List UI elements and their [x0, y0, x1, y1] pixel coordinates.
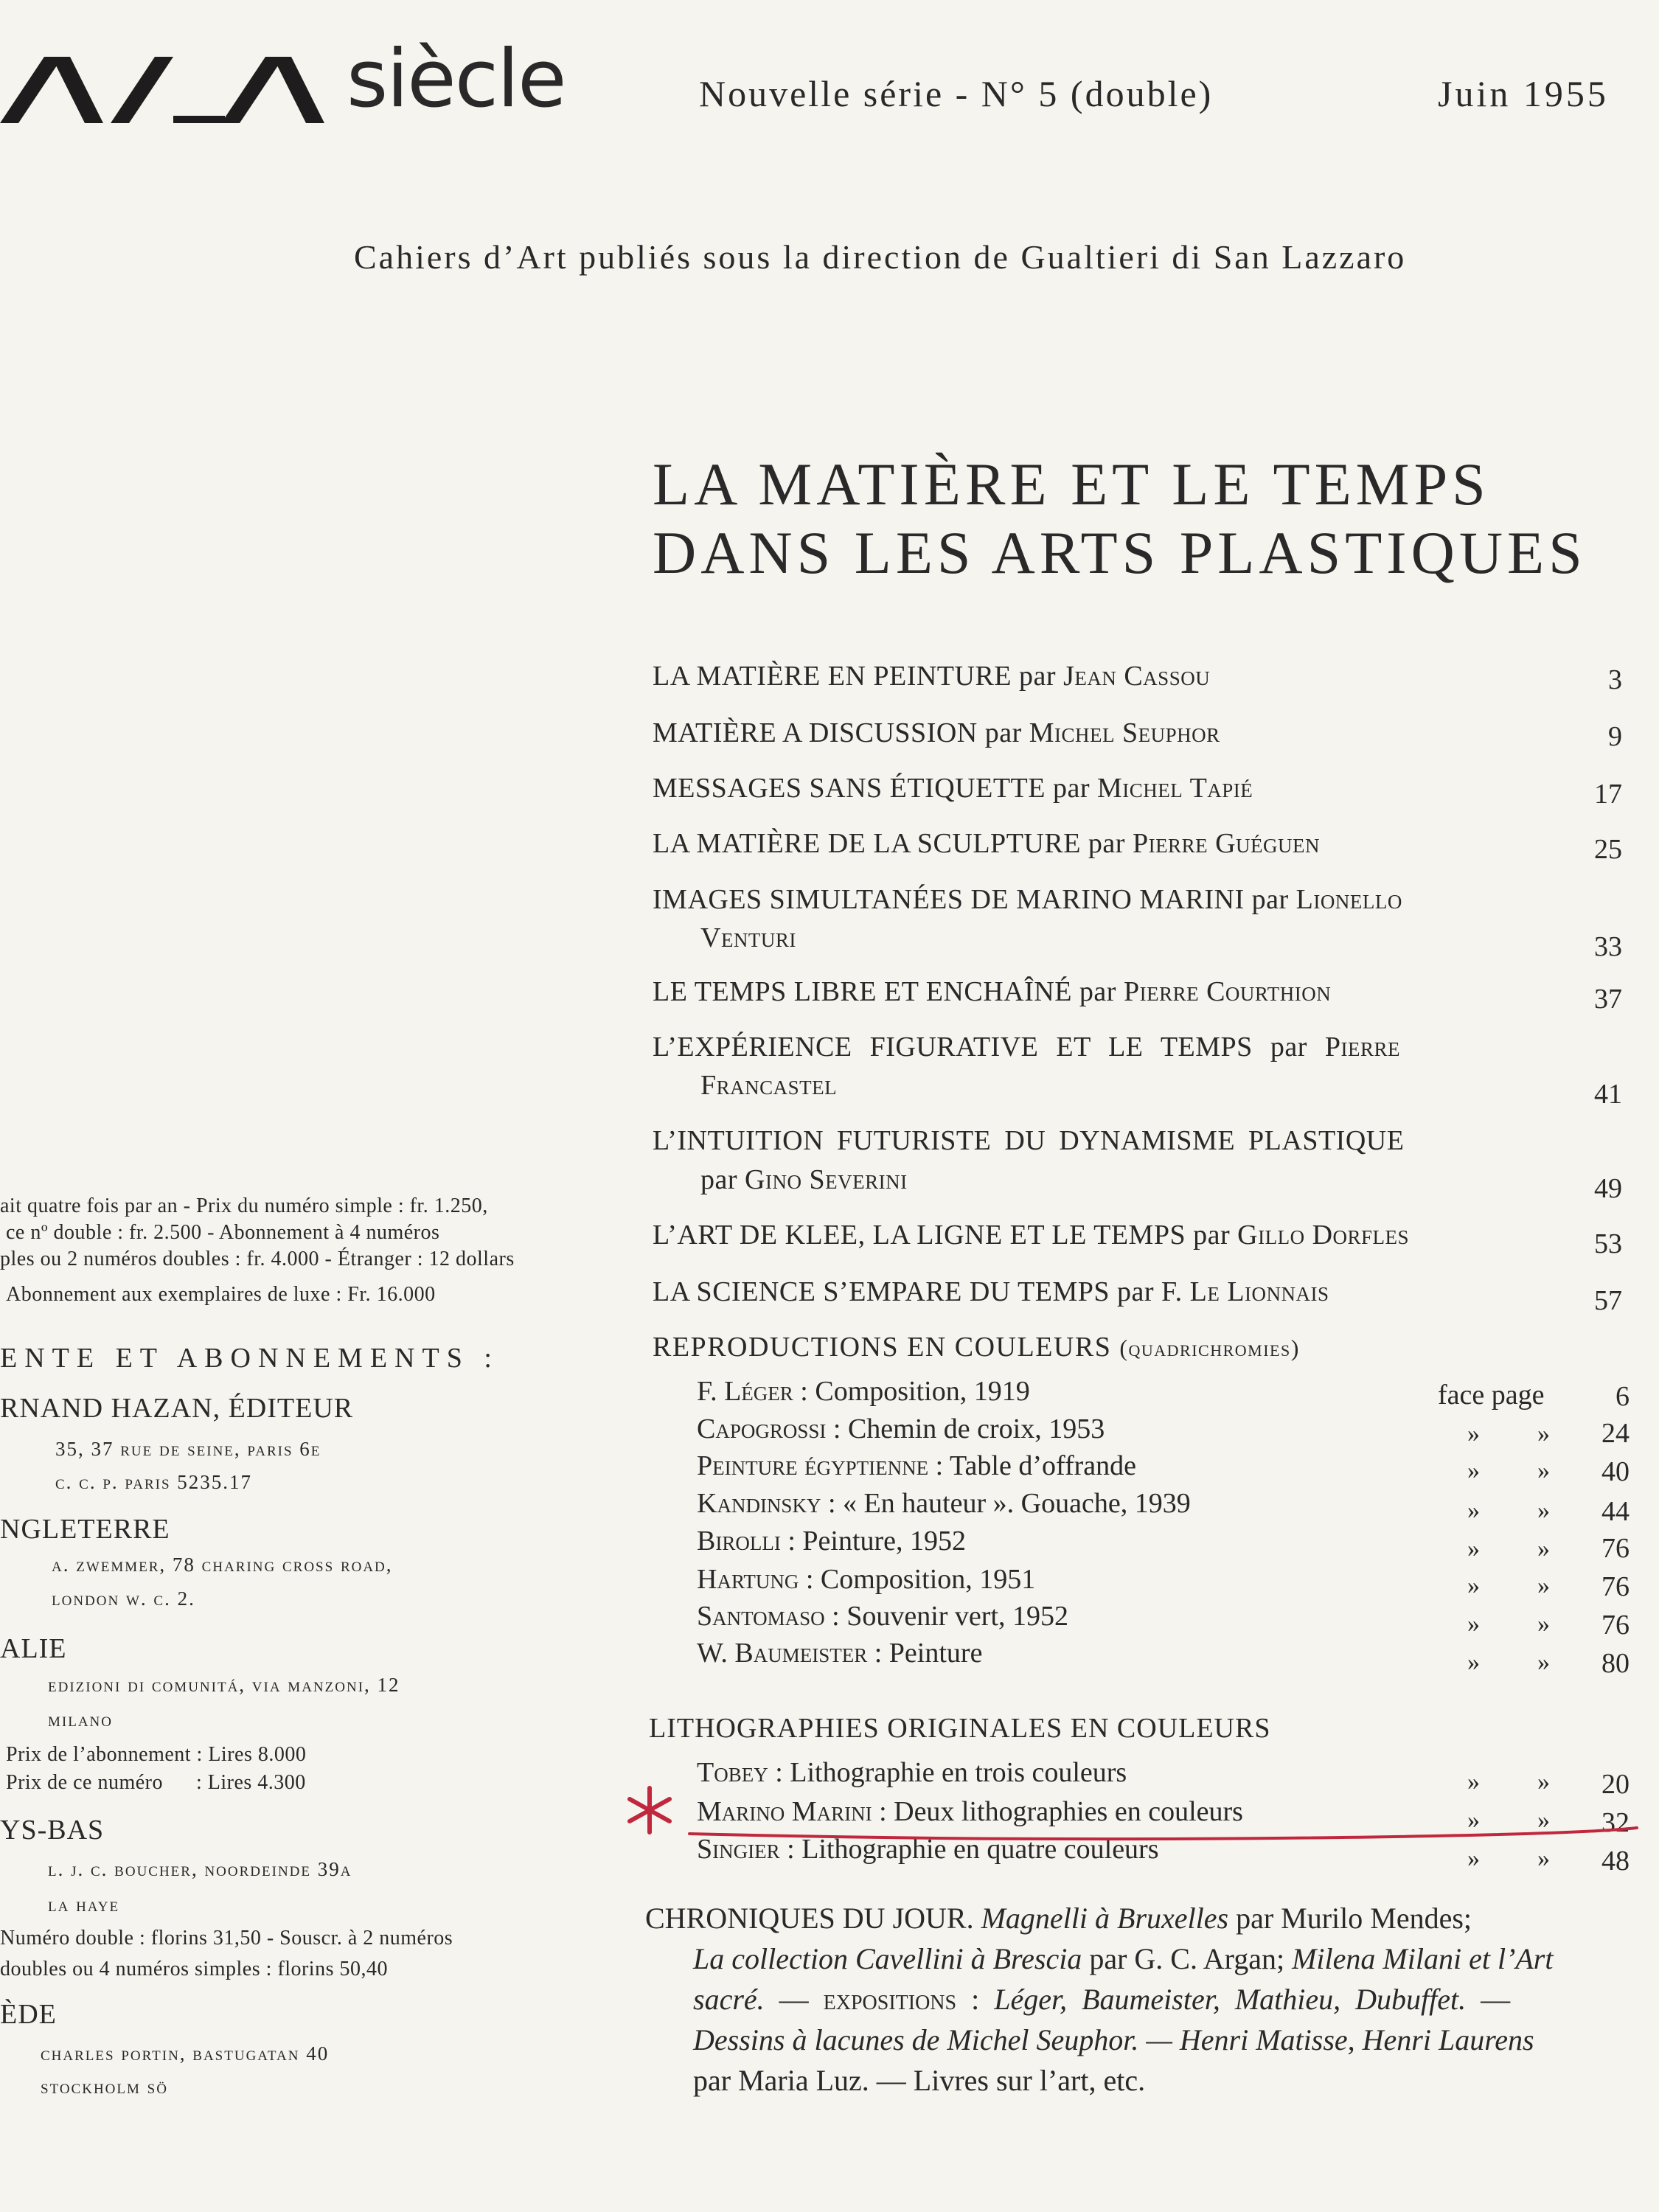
toc-entry: [653, 660, 1210, 692]
lithography-item: Singier : Lithographie en quatre couleurs: [697, 1834, 1159, 1865]
publication-direction: Cahiers d’Art publiés sous la direction de Gualtieri di San Lazzaro: [354, 238, 1407, 276]
reproduction-page: 76: [1601, 1533, 1630, 1564]
reproductions-heading: [653, 1331, 1300, 1363]
country-heading: YS-BAS: [0, 1815, 105, 1846]
masthead-logo: [0, 53, 339, 127]
toc-entry: [653, 827, 1320, 860]
chroniques-line: Dessins à lacunes de Michel Seuphor. — Henri Matisse, Henri Laurens: [693, 2023, 1534, 2056]
toc-entry-continued: [700, 1164, 908, 1196]
ditto-page: »: [1537, 1845, 1550, 1872]
reproduction-item: Peinture égyptienne : Table d’offrande: [697, 1450, 1136, 1481]
reproduction-item: Kandinsky : « En hauteur ». Gouache, 1939: [697, 1488, 1191, 1519]
ditto-page: »: [1537, 1806, 1550, 1834]
reproduction-item: F. Léger : Composition, 1919: [697, 1376, 1030, 1407]
toc-author: Michel Tapié: [1097, 773, 1253, 804]
toc-entry: [653, 1219, 1409, 1251]
toc-entry: L’INTUITION FUTURISTE DU DYNAMISME PLASTIQUE: [653, 1125, 1405, 1156]
issue-title-line2: DANS LES ARTS PLASTIQUES: [653, 519, 1587, 586]
address-line: charles portin, bastugatan 40: [41, 2042, 330, 2065]
toc-entry: [653, 717, 1220, 749]
ditto-face: »: [1467, 1497, 1480, 1524]
subscription-info: ait quatre fois par an - Prix du numéro simple : fr. 1.250,: [0, 1194, 488, 1217]
toc-author-continued: Venturi: [700, 922, 796, 953]
reproduction-page: 40: [1601, 1456, 1630, 1487]
ditto-face: »: [1467, 1649, 1480, 1676]
toc-title: L’ART DE KLEE, LA LIGNE ET LE TEMPS: [653, 1220, 1186, 1251]
reproduction-page: 76: [1601, 1610, 1630, 1641]
toc-title: MESSAGES SANS ÉTIQUETTE: [653, 773, 1046, 804]
toc-page: 25: [1594, 834, 1622, 865]
price-line: doubles ou 4 numéros simples : florins 50,40: [0, 1958, 388, 1980]
reproduction-item: Capogrossi : Chemin de croix, 1953: [697, 1413, 1105, 1444]
toc-author: Pierre: [1324, 1032, 1400, 1062]
address-line: stockholm sö: [41, 2076, 168, 2098]
address-line: c. c. p. paris 5235.17: [55, 1471, 253, 1493]
sales-heading: ENTE ET ABONNEMENTS :: [0, 1343, 499, 1374]
ditto-page: »: [1537, 1768, 1550, 1795]
ditto-face: »: [1467, 1845, 1480, 1872]
toc-by: par: [1079, 976, 1116, 1007]
ditto-face: »: [1467, 1457, 1480, 1484]
issue-title-line1: LA MATIÈRE ET LE TEMPS: [653, 451, 1490, 518]
country-heading: NGLETERRE: [0, 1514, 170, 1545]
toc-page: 41: [1594, 1079, 1622, 1110]
toc-entry: [653, 883, 1402, 916]
reproduction-page: 76: [1601, 1571, 1630, 1602]
price-line: Prix de l’abonnement : Lires 8.000: [6, 1743, 307, 1766]
toc-author: Lionello: [1295, 884, 1402, 915]
reproduction-page: 6: [1615, 1381, 1630, 1412]
toc-page: 17: [1594, 779, 1622, 810]
chroniques-line: CHRONIQUES DU JOUR. Magnelli à Bruxelles par Murilo Mendes;: [645, 1902, 1472, 1935]
ditto-page: »: [1537, 1535, 1550, 1562]
toc-by: par: [1052, 773, 1090, 804]
toc-page: 3: [1608, 664, 1622, 695]
reproduction-page: 80: [1601, 1648, 1630, 1679]
toc-by: par: [1019, 661, 1057, 692]
lithography-page: 32: [1601, 1807, 1630, 1838]
price-line: Prix de ce numéro : Lires 4.300: [6, 1771, 306, 1794]
country-heading: ÈDE: [0, 1999, 57, 2030]
address-line: milano: [48, 1708, 113, 1731]
toc-by: par: [984, 717, 1022, 748]
ditto-face: »: [1467, 1572, 1480, 1599]
reproduction-item: W. Baumeister : Peinture: [697, 1638, 983, 1669]
address-line: 35, 37 rue de seine, paris 6e: [55, 1438, 321, 1460]
toc-by: par: [1193, 1220, 1231, 1251]
lithography-page: 48: [1601, 1846, 1630, 1877]
address-line: london w. c. 2.: [52, 1587, 195, 1610]
toc-author: Michel Seuphor: [1029, 717, 1220, 748]
chroniques-line: sacré. — expositions : Léger, Baumeister, Mathieu, Dubuffet. —: [693, 1983, 1511, 2016]
toc-page: 37: [1594, 984, 1622, 1015]
toc-title: LA MATIÈRE DE LA SCULPTURE: [653, 828, 1081, 859]
lithography-item: Marino Marini : Deux lithographies en couleurs: [697, 1796, 1243, 1827]
ditto-face: »: [1467, 1806, 1480, 1834]
subscription-info: ples ou 2 numéros doubles : fr. 4.000 - Étranger : 12 dollars: [0, 1248, 515, 1270]
toc-page: 53: [1594, 1228, 1622, 1259]
toc-by: par: [1117, 1276, 1155, 1307]
ditto-page: »: [1537, 1572, 1550, 1599]
ditto-face: »: [1467, 1768, 1480, 1795]
chroniques-line: par Maria Luz. — Livres sur l’art, etc.: [693, 2064, 1146, 2097]
ditto-page: »: [1537, 1649, 1550, 1676]
ditto-face: »: [1467, 1420, 1480, 1447]
issue-series: Nouvelle série - N° 5 (double): [699, 73, 1214, 114]
toc-entry: [653, 1276, 1329, 1308]
reproduction-page: 24: [1601, 1418, 1630, 1449]
reproduction-item: Birolli : Peinture, 1952: [697, 1526, 967, 1557]
toc-by: par: [700, 1164, 738, 1195]
toc-page: 9: [1608, 721, 1622, 752]
ditto-page: »: [1537, 1457, 1550, 1484]
ditto-page: »: [1537, 1420, 1550, 1447]
address-line: l. j. c. boucher, noordeinde 39a: [48, 1858, 352, 1880]
lithography-page: 20: [1601, 1769, 1630, 1800]
toc-title: IMAGES SIMULTANÉES DE MARINO MARINI: [653, 884, 1245, 915]
toc-author: Gillo Dorfles: [1237, 1220, 1410, 1251]
subscription-info: ce nº double : fr. 2.500 - Abonnement à 4 numéros: [6, 1221, 440, 1244]
ditto-face: »: [1467, 1535, 1480, 1562]
reproductions-heading-text: REPRODUCTIONS EN COULEURS: [653, 1332, 1112, 1363]
address-line: la haye: [48, 1893, 120, 1916]
toc-entry: [653, 975, 1331, 1008]
toc-title: LE TEMPS LIBRE ET ENCHAÎNÉ: [653, 976, 1072, 1007]
reproduction-item: Hartung : Composition, 1951: [697, 1564, 1036, 1595]
toc-page: 33: [1594, 931, 1622, 962]
toc-title: L’EXPÉRIENCE FIGURATIVE ET LE TEMPS: [653, 1032, 1253, 1062]
chroniques-line: La collection Cavellini à Brescia par G. C. Argan; Milena Milani et l’Art: [693, 1942, 1554, 1975]
toc-entry: [653, 1031, 1400, 1063]
toc-page: 57: [1594, 1285, 1622, 1316]
ditto-face: »: [1467, 1610, 1480, 1638]
toc-author-continued: Francastel: [700, 1070, 838, 1101]
address-line: edizioni di comunitá, via manzoni, 12: [48, 1674, 400, 1696]
toc-title: LA MATIÈRE EN PEINTURE: [653, 661, 1012, 692]
masthead-siecle: siècle: [347, 33, 566, 125]
issue-date: Juin 1955: [1438, 73, 1609, 114]
publisher-name: RNAND HAZAN, ÉDITEUR: [0, 1393, 354, 1424]
reproduction-page: 44: [1601, 1496, 1630, 1527]
toc-title: LA SCIENCE S’EMPARE DU TEMPS: [653, 1276, 1110, 1307]
address-line: a. zwemmer, 78 charing cross road,: [52, 1554, 393, 1576]
toc-author: F. Le Lionnais: [1161, 1276, 1329, 1307]
toc-author: Gino Severini: [745, 1164, 908, 1195]
lithography-item: Tobey : Lithographie en trois couleurs: [697, 1757, 1127, 1788]
toc-author: Pierre Courthion: [1123, 976, 1332, 1007]
face-page-label: face page: [1438, 1380, 1545, 1411]
ditto-page: »: [1537, 1610, 1550, 1638]
underline-annotation: [686, 1825, 1644, 1847]
price-line: Numéro double : florins 31,50 - Souscr. à 2 numéros: [0, 1927, 453, 1950]
lithographies-heading: LITHOGRAPHIES ORIGINALES EN COULEURS: [649, 1713, 1271, 1744]
toc-author: Pierre Guéguen: [1132, 828, 1320, 859]
toc-title: MATIÈRE A DISCUSSION: [653, 717, 978, 748]
country-heading: ALIE: [0, 1633, 67, 1664]
ditto-page: »: [1537, 1497, 1550, 1524]
asterisk-annotation-icon: [624, 1784, 675, 1836]
reproduction-item: Santomaso : Souvenir vert, 1952: [697, 1601, 1069, 1632]
toc-entry: [653, 772, 1253, 804]
toc-by: par: [1251, 884, 1289, 915]
toc-author: Jean Cassou: [1063, 661, 1211, 692]
toc-by: par: [1270, 1032, 1307, 1062]
toc-page: 49: [1594, 1173, 1622, 1204]
toc-by: par: [1088, 828, 1125, 859]
reproductions-heading-note: (quadrichromies): [1119, 1335, 1300, 1361]
subscription-info: Abonnement aux exemplaires de luxe : Fr. 16.000: [6, 1283, 436, 1306]
